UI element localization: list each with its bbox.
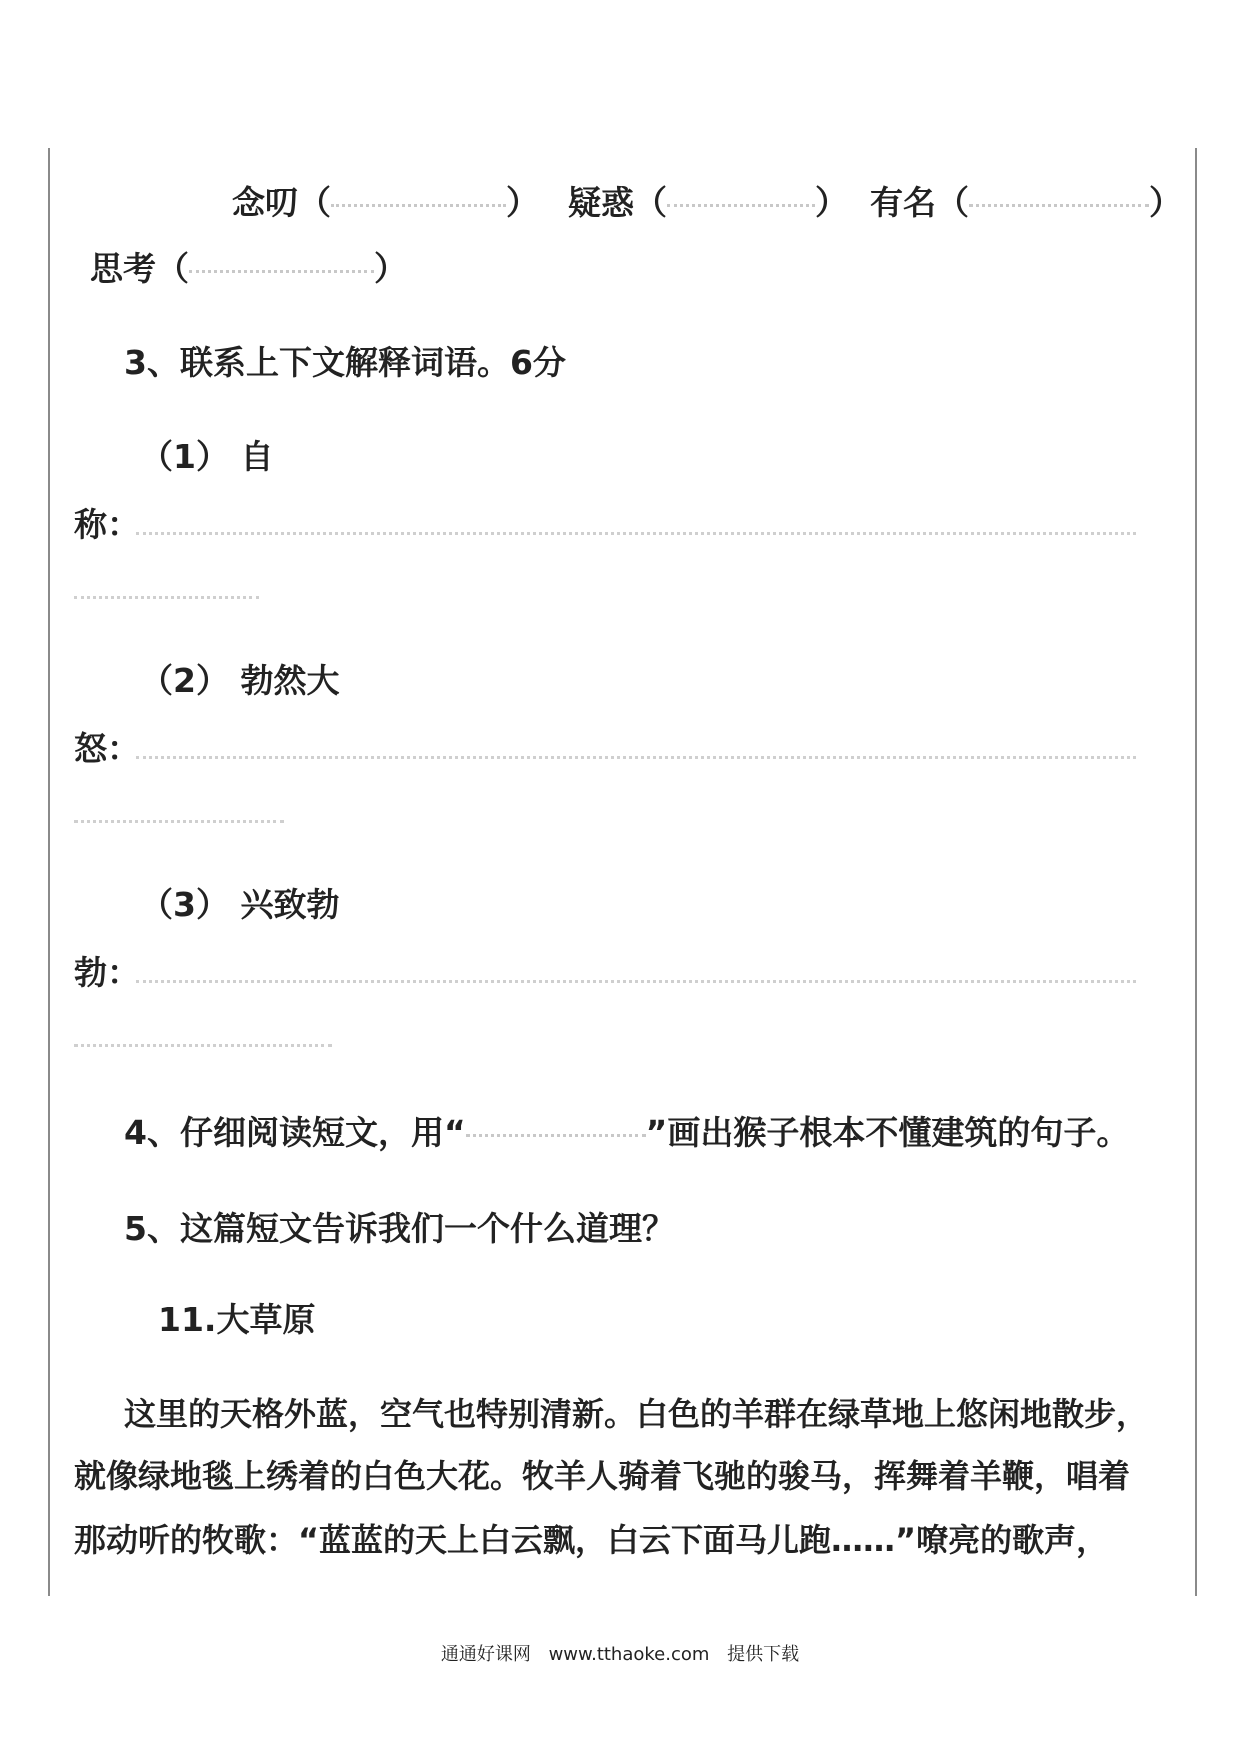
passage-line: 就像绿地毯上绣着的白色大花。牧羊人骑着飞驰的骏马，挥舞着羊鞭，唱着 [74,1457,1131,1495]
question-4: 4、仔细阅读短文，用“ ”画出猴子根本不懂建筑的句子。 [124,1113,1130,1152]
passage-line: 那动听的牧歌：“蓝蓝的天上白云飘，白云下面马儿跑……”嘹亮的歌声， [74,1521,1109,1559]
answer-line[interactable] [136,532,1136,535]
vocab-item-1: 念叨（ ） [232,183,539,222]
answer-line[interactable] [74,596,259,599]
blank[interactable] [189,269,374,273]
vocab-item-4: 思考（ ） [90,249,407,288]
blank[interactable] [667,203,815,207]
q3-item-3-label: （3） 兴致勃 [140,885,340,924]
q3-item-1-label: （1） 自 [140,437,274,476]
passage-title: 11.大草原 [158,1300,316,1339]
answer-line[interactable] [74,1044,332,1047]
answer-line[interactable] [136,756,1136,759]
passage-line: 这里的天格外蓝，空气也特别清新。白色的羊群在绿草地上悠闲地散步， [124,1395,1149,1433]
blank[interactable] [331,203,506,207]
underline-sample [466,1133,646,1137]
vocab-item-3: 有名（ ） [870,183,1182,222]
page-border-right [1195,148,1197,1596]
q3-item-2-label: （2） 勃然大 [140,661,340,700]
answer-line[interactable] [74,820,284,823]
question-3-title: 3、联系上下文解释词语。6分 [124,343,566,382]
q3-item-1-word-end: 称： [74,505,140,544]
answer-line[interactable] [136,980,1136,983]
footer-url[interactable]: www.tthaoke.com [548,1644,710,1665]
page-border-left [48,148,50,1596]
question-5: 5、这篇短文告诉我们一个什么道理？ [124,1209,675,1248]
footer-site-name: 通通好课网 [440,1644,531,1665]
vocab-item-2: 疑惑（ ） [568,183,848,222]
blank[interactable] [969,203,1149,207]
footer-suffix: 提供下载 [727,1644,800,1665]
q3-item-2-word-end: 怒： [74,729,140,768]
page-footer [0,1640,1240,1666]
q3-item-3-word-end: 勃： [74,953,140,992]
